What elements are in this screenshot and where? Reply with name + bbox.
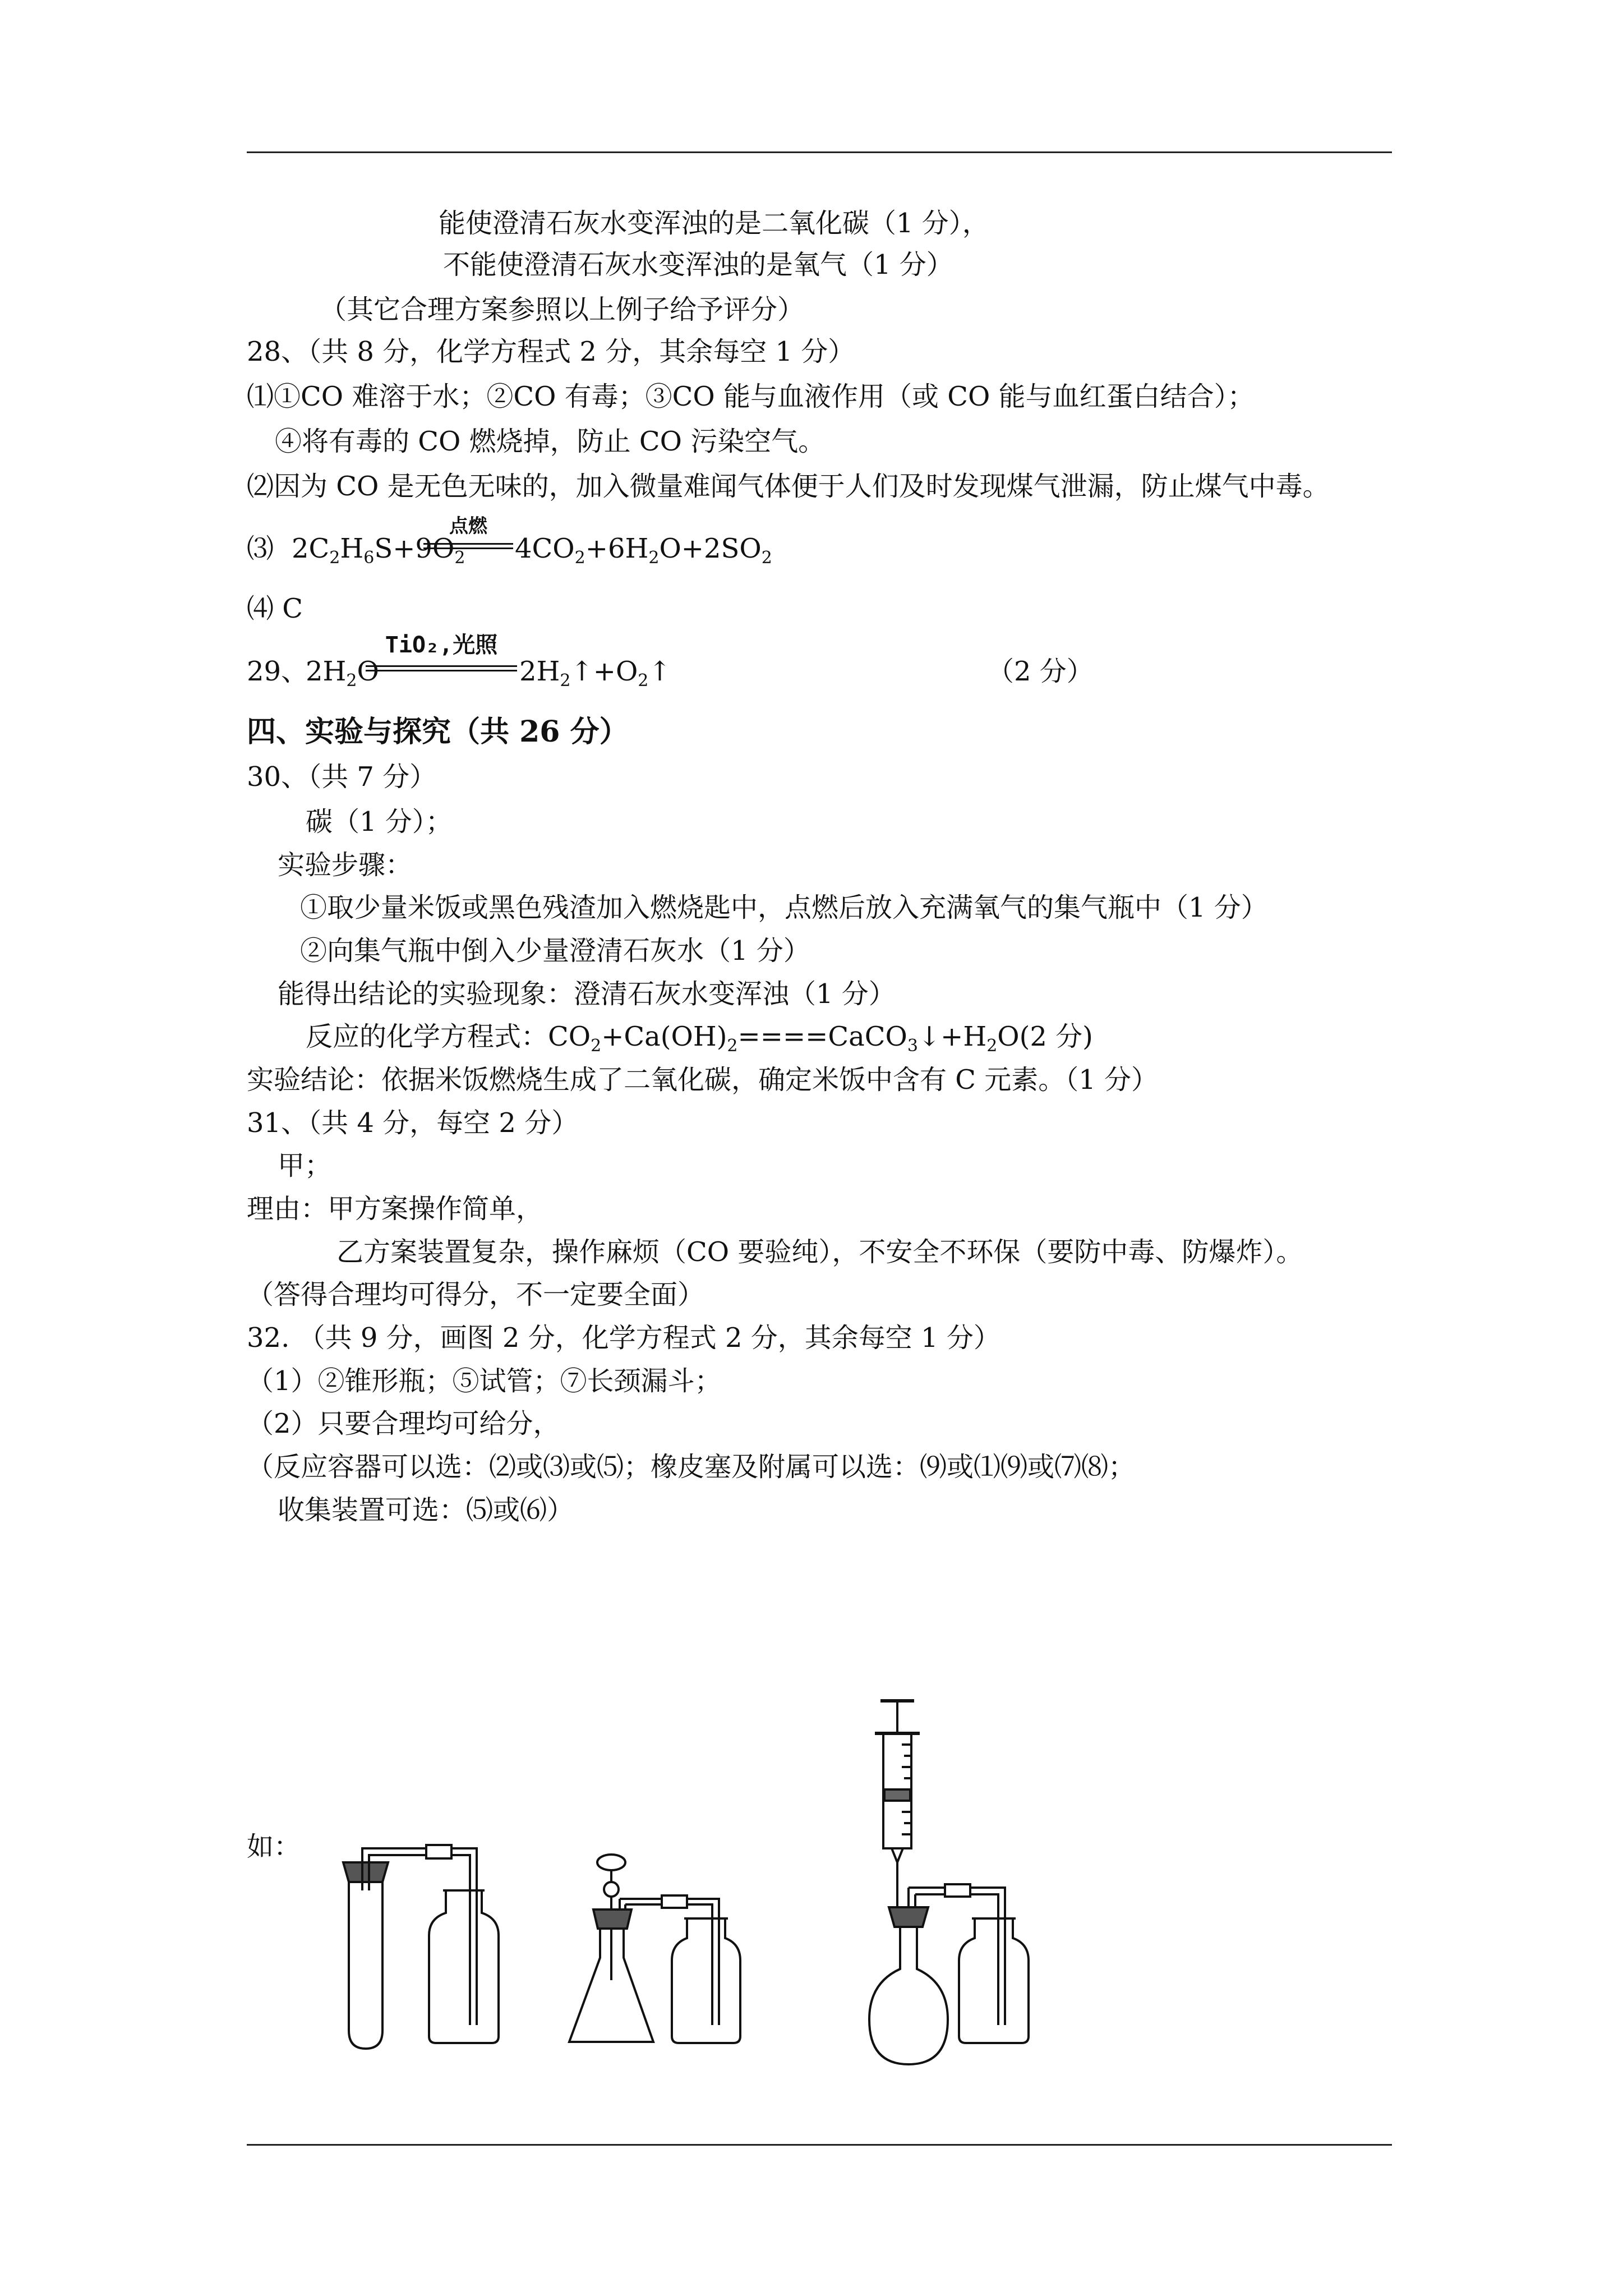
question-29-score: （2 分） xyxy=(987,656,1094,687)
answer-line: （2）只要合理均可给分， xyxy=(247,1408,560,1439)
equation-29-right: $2H_2↑+O_2↑$ xyxy=(519,656,671,691)
equation-28-3-number: ⑶ xyxy=(247,533,274,564)
question-32-header: 32. （共 9 分，画图 2 分，化学方程式 2 分，其余每空 1 分） xyxy=(247,1322,1000,1354)
answer-line: ①取少量米饭或黑色残渣加入燃烧匙中，点燃后放入充满氧气的集气瓶中（1 分） xyxy=(300,892,1268,923)
answer-line: ⑵因为 CO 是无色无味的，加入微量难闻气体便于人们及时发现煤气泄漏，防止煤气中毒。 xyxy=(247,471,1330,502)
apparatus-flask-setup xyxy=(569,1855,740,2043)
answer-line: ⑷ C xyxy=(247,593,303,624)
answer-line: （1）②锥形瓶；⑤试管；⑦长颈漏斗； xyxy=(247,1365,722,1397)
answer-line: （反应容器可以选：⑵或⑶或⑸；橡皮塞及附属可以选：⑼或⑴⑼或⑺⑻； xyxy=(247,1451,1136,1483)
answer-line: 实验结论：依据米饭燃烧生成了二氧化碳，确定米饭中含有 C 元素。（1 分） xyxy=(247,1064,1159,1096)
answer-line: 不能使澄清石灰水变浑浊的是氧气（1 分） xyxy=(443,249,953,280)
top-rule xyxy=(247,151,1392,153)
apparatus-figure xyxy=(314,1688,1088,2081)
equation-28-3-condition: 点燃 xyxy=(449,515,487,537)
section-4-heading: 四、实验与探究（共 26 分） xyxy=(247,715,629,749)
equation-29-sign xyxy=(366,665,517,671)
answer-line: 乙方案装置复杂，操作麻烦（CO 要验纯），不安全不环保（要防中毒、防爆炸）。 xyxy=(336,1236,1303,1268)
equation-28-3-right: $4CO_2+6H_2O+2SO_2$ xyxy=(515,533,772,568)
example-label: 如： xyxy=(247,1831,301,1862)
answer-line: 甲； xyxy=(278,1150,332,1181)
answer-line: （其它合理方案参照以上例子给予评分） xyxy=(320,294,805,325)
answer-line: ④将有毒的 CO 燃烧掉，防止 CO 污染空气。 xyxy=(275,426,826,457)
apparatus-test-tube-setup xyxy=(343,1845,499,2049)
apparatus-syringe-setup xyxy=(869,1701,1029,2064)
answer-line: 实验步骤： xyxy=(278,849,413,881)
answer-line: 碳（1 分）； xyxy=(306,806,453,838)
bottom-rule xyxy=(247,2144,1392,2146)
equation-29-left: $2H_2O$ xyxy=(306,656,379,691)
question-30-header: 30、（共 7 分） xyxy=(247,761,437,793)
answer-line: 收集装置可选：⑸或⑹） xyxy=(278,1494,574,1526)
answer-line: （答得合理均可得分，不一定要全面） xyxy=(247,1279,705,1310)
equation-30: $CO_2+Ca(OH)_2====CaCO_3↓+H_2O(2$ 分) xyxy=(548,1021,1093,1056)
answer-line: ⑴①CO 难溶于水；②CO 有毒；③CO 能与血液作用（或 CO 能与血红蛋白结合）； xyxy=(247,381,1255,412)
answer-line: 能得出结论的实验现象：澄清石灰水变浑浊（1 分） xyxy=(278,978,896,1010)
equation-28-3-left: $2C_2H_6S+9O_2$ xyxy=(292,533,465,568)
question-31-header: 31、（共 4 分，每空 2 分） xyxy=(247,1107,579,1139)
answer-line: ②向集气瓶中倒入少量澄清石灰水（1 分） xyxy=(300,935,810,967)
equation-30-prefix: 反应的化学方程式： xyxy=(306,1021,548,1052)
question-29-number: 29、 xyxy=(247,656,308,687)
answer-line: 理由：甲方案操作简单， xyxy=(247,1193,543,1225)
question-28-header: 28、（共 8 分，化学方程式 2 分，其余每空 1 分） xyxy=(247,336,855,367)
answer-line: 能使澄清石灰水变浑浊的是二氧化碳（1 分）， xyxy=(439,208,989,239)
equation-29-condition: TiO₂,光照 xyxy=(385,632,498,658)
equation-28-3-sign xyxy=(423,543,513,549)
answer-line xyxy=(306,1020,1093,1056)
